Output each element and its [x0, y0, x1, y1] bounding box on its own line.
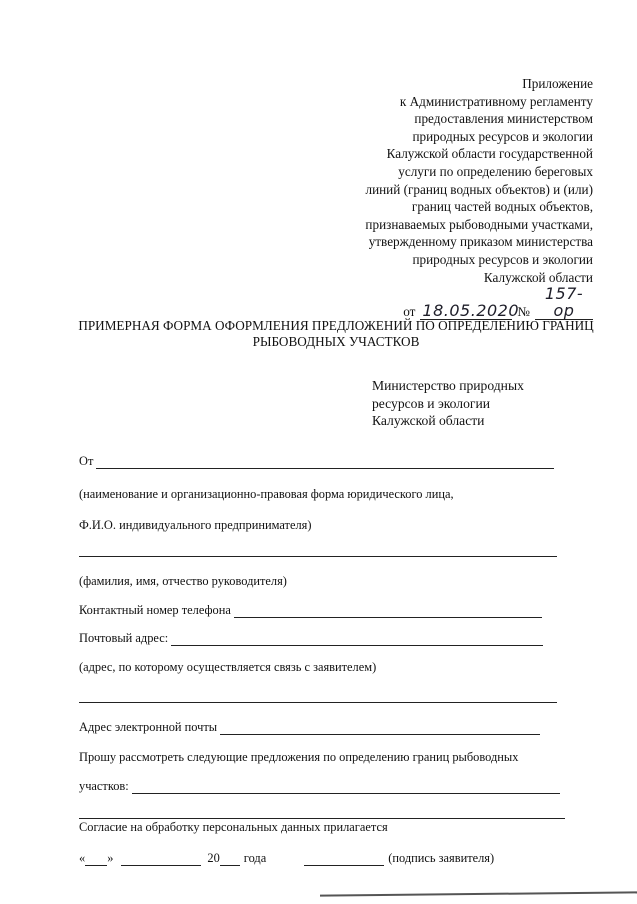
appendix-line: предоставления министерством — [414, 111, 593, 127]
scan-edge-line — [320, 891, 637, 896]
recipient-line: Министерство природных — [372, 378, 524, 393]
email-label: Адрес электронной почты — [79, 720, 218, 734]
appendix-line: Калужской области государственной — [386, 146, 593, 162]
year-word: года — [243, 851, 267, 865]
consent-text: Согласие на обработку персональных данных прилагается — [79, 820, 388, 834]
appendix-line: признаваемых рыбоводными участками, — [365, 216, 593, 232]
month-field[interactable] — [121, 854, 201, 866]
phone-field[interactable] — [234, 606, 542, 618]
year-prefix: 20 — [207, 851, 220, 865]
appendix-line: границ частей водных объектов, — [411, 199, 593, 215]
address-note: (адрес, по которому осуществляется связь с заявителем) — [79, 660, 377, 674]
order-reference — [293, 285, 593, 320]
recipient-block — [372, 377, 592, 430]
appendix-line: Приложение — [522, 76, 593, 91]
from-label: От — [79, 454, 94, 468]
postal-row — [79, 631, 543, 646]
appendix-header — [293, 75, 593, 320]
form-title — [40, 318, 632, 349]
signature-field[interactable] — [304, 854, 384, 866]
address-extra-field[interactable] — [79, 702, 557, 703]
date-close-quote: » — [107, 851, 114, 865]
appendix-line: Калужской области — [483, 269, 593, 285]
recipient-line: ресурсов и экологии — [372, 395, 491, 411]
order-number-handwritten: 157-ор — [535, 285, 593, 320]
appendix-line: утвержденному приказом министерства — [368, 234, 593, 250]
date-open-quote: « — [79, 851, 86, 865]
from-field[interactable] — [96, 457, 554, 469]
email-row — [79, 720, 540, 735]
request-text: Прошу рассмотреть следующие предложения по определению границ рыбоводных — [79, 750, 519, 764]
appendix-line: природных ресурсов и экологии — [412, 251, 593, 267]
head-note: (фамилия, имя, отчество руководителя) — [79, 574, 287, 588]
head-field[interactable] — [79, 556, 557, 557]
plots-field[interactable] — [132, 782, 560, 794]
appendix-line: природных ресурсов и экологии — [412, 128, 593, 144]
from-row — [79, 454, 554, 469]
appendix-line: к Административному регламенту — [399, 93, 593, 109]
postal-label: Почтовый адрес: — [79, 631, 169, 645]
appendix-line: услуги по определению береговых — [398, 163, 593, 179]
order-number-sign: № — [517, 303, 530, 319]
form-title-line-1: ПРИМЕРНАЯ ФОРМА ОФОРМЛЕНИЯ ПРЕДЛОЖЕНИЙ ПО ОПРЕДЕЛЕНИЮ ГРАНИЦ — [78, 318, 594, 333]
org-note: (наименование и организационно-правовая форма юридического лица, — [79, 487, 454, 501]
order-date-prefix: от — [403, 303, 416, 319]
signature-row — [79, 851, 494, 866]
appendix-line: линий (границ водных объектов) и (или) — [365, 181, 593, 197]
form-title-line-2: РЫБОВОДНЫХ УЧАСТКОВ — [252, 333, 420, 349]
year-field[interactable] — [220, 854, 240, 866]
phone-label: Контактный номер телефона — [79, 603, 231, 617]
email-field[interactable] — [220, 723, 540, 735]
plots-row — [79, 779, 560, 794]
entrepreneur-note: Ф.И.О. индивидуального предпринимателя) — [79, 518, 312, 532]
day-field[interactable] — [85, 854, 107, 866]
phone-row — [79, 603, 542, 618]
recipient-line: Калужской области — [372, 413, 485, 429]
plots-extra-field[interactable] — [79, 818, 565, 819]
signature-note: (подпись заявителя) — [388, 851, 495, 865]
plots-label: участков: — [79, 779, 129, 793]
postal-field[interactable] — [171, 634, 543, 646]
order-date-handwritten: 18.05.2020 — [422, 301, 520, 321]
